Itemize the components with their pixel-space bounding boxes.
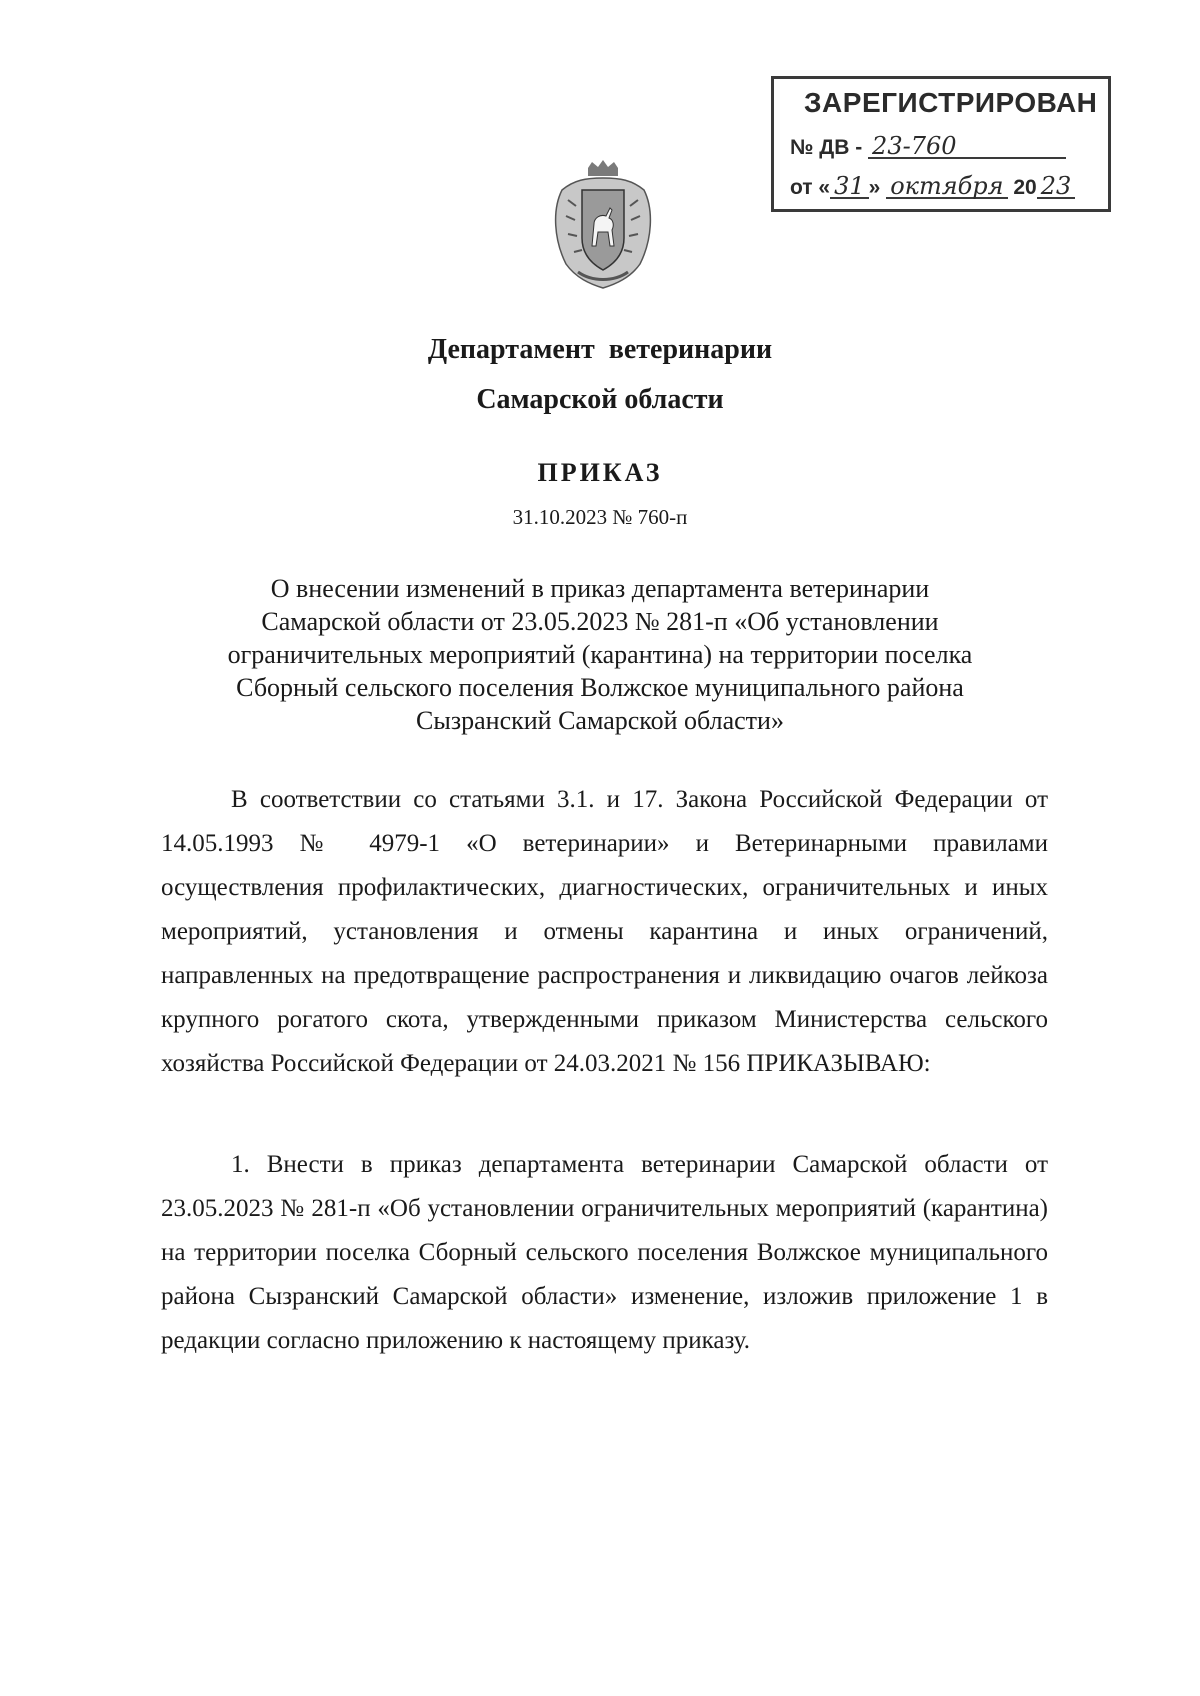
samara-coat-of-arms-icon: [548, 160, 658, 290]
subject-line: О внесении изменений в приказ департамента ветеринарии: [270, 574, 930, 603]
department-line-2: Самарской области: [476, 384, 724, 415]
order-title: ПРИКАЗ: [537, 458, 663, 487]
paragraph-text: 1. Внести в приказ департамента ветеринарии Самарской области от 23.05.2023 № 281-п «Об установлении ограничительных мероприятий (карантина) на территории поселка Сборный сельского поселения Волжское муниципального района Сызранский Самарской области» изменение, изложив приложение 1 в редакции согласно приложению к настоящему приказу.: [161, 1151, 1048, 1354]
body-paragraph-item-1: [161, 1143, 1048, 1363]
stamp-month-handwritten: октября: [886, 175, 1007, 199]
order-subject: [0, 572, 1200, 737]
stamp-day-handwritten: 31: [830, 175, 869, 199]
department-heading: [0, 325, 1200, 425]
body-paragraph-preamble: [161, 778, 1048, 1086]
subject-line: Сборный сельского поселения Волжское муниципального района: [236, 673, 964, 702]
stamp-number-handwritten: 23-760: [868, 135, 1066, 159]
paragraph-text: В соответствии со статьями 3.1. и 17. Закона Российской Федерации от 14.05.1993 № 4979-1 «О ветеринарии» и Ветеринарными правилами осуществления профилактических, диагностических, ограничительных и иных мероприятий, установления и отмены карантина и иных ограничений, направленных на предотвращение распространения и ликвидацию очагов лейкоза крупного рогатого скота, утвержденными приказом Министерства сельского хозяйства Российской Федерации от 24.03.2021 № 156 ПРИКАЗЫВАЮ:: [161, 786, 1048, 1077]
department-line-1: Департамент ветеринарии: [427, 334, 773, 365]
stamp-number-prefix: № ДВ -: [790, 136, 863, 159]
stamp-title: ЗАРЕГИСТРИРОВАН: [804, 87, 1098, 118]
order-date-number: 31.10.2023 № 760-п: [512, 505, 688, 529]
stamp-year-handwritten: 23: [1037, 175, 1076, 199]
stamp-number-row: [790, 132, 1066, 160]
stamp-date-prefix: от «: [790, 176, 831, 199]
stamp-day-close: »: [868, 176, 881, 199]
subject-line: Самарской области от 23.05.2023 № 281-п «Об установлении: [261, 607, 939, 636]
subject-line: Сызранский Самарской области»: [416, 706, 784, 735]
registration-stamp: [771, 76, 1111, 212]
subject-line: ограничительных мероприятий (карантина) на территории поселка: [227, 640, 973, 669]
stamp-year-prefix: 20: [1013, 176, 1037, 199]
stamp-date-row: [790, 172, 1075, 200]
